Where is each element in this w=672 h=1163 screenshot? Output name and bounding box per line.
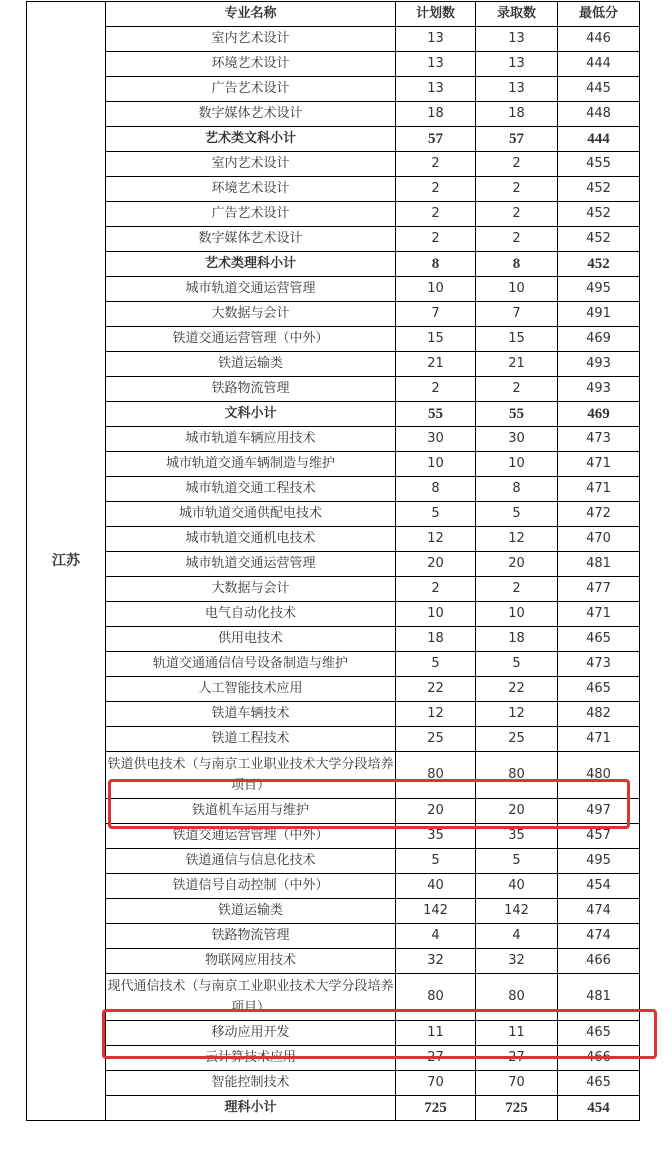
major-name: 数字媒体艺术设计 xyxy=(106,227,396,252)
admitted-count: 13 xyxy=(476,27,558,52)
admitted-count: 32 xyxy=(476,949,558,974)
header-min-score: 最低分 xyxy=(558,2,640,27)
header-plan-count: 计划数 xyxy=(396,2,476,27)
table-row xyxy=(27,102,640,127)
admitted-count: 725 xyxy=(476,1096,558,1121)
major-name: 环境艺术设计 xyxy=(106,177,396,202)
admitted-count: 13 xyxy=(476,77,558,102)
table-row xyxy=(27,352,640,377)
plan-count: 40 xyxy=(396,874,476,899)
admitted-count: 13 xyxy=(476,52,558,77)
min-score: 466 xyxy=(558,949,640,974)
plan-count: 18 xyxy=(396,102,476,127)
major-name: 现代通信技术（与南京工业职业技术大学分段培养项目） xyxy=(106,974,396,1021)
min-score: 477 xyxy=(558,577,640,602)
admitted-count: 10 xyxy=(476,277,558,302)
major-name: 城市轨道交通机电技术 xyxy=(106,527,396,552)
admitted-count: 40 xyxy=(476,874,558,899)
admitted-count: 2 xyxy=(476,202,558,227)
min-score: 448 xyxy=(558,102,640,127)
min-score: 444 xyxy=(558,127,640,152)
plan-count: 22 xyxy=(396,677,476,702)
subtotal-row xyxy=(27,127,640,152)
admitted-count: 142 xyxy=(476,899,558,924)
major-name: 铁道供电技术（与南京工业职业技术大学分段培养项目） xyxy=(106,752,396,799)
admitted-count: 12 xyxy=(476,527,558,552)
min-score: 471 xyxy=(558,727,640,752)
table-row xyxy=(27,452,640,477)
plan-count: 2 xyxy=(396,177,476,202)
min-score: 446 xyxy=(558,27,640,52)
major-name: 铁道信号自动控制（中外） xyxy=(106,874,396,899)
plan-count: 32 xyxy=(396,949,476,974)
plan-count: 12 xyxy=(396,527,476,552)
plan-count: 13 xyxy=(396,27,476,52)
plan-count: 7 xyxy=(396,302,476,327)
admitted-count: 2 xyxy=(476,377,558,402)
province-cell: 江苏 xyxy=(27,2,106,1121)
table-row xyxy=(27,627,640,652)
table-row xyxy=(27,177,640,202)
header-major-name: 专业名称 xyxy=(106,2,396,27)
admitted-count: 20 xyxy=(476,552,558,577)
plan-count: 2 xyxy=(396,227,476,252)
admitted-count: 7 xyxy=(476,302,558,327)
min-score: 474 xyxy=(558,899,640,924)
min-score: 457 xyxy=(558,824,640,849)
table-row xyxy=(27,227,640,252)
major-name: 供用电技术 xyxy=(106,627,396,652)
major-name: 铁道机车运用与维护 xyxy=(106,799,396,824)
major-name: 铁道车辆技术 xyxy=(106,702,396,727)
plan-count: 11 xyxy=(396,1021,476,1046)
admitted-count: 21 xyxy=(476,352,558,377)
plan-count: 15 xyxy=(396,327,476,352)
min-score: 493 xyxy=(558,352,640,377)
table-row xyxy=(27,899,640,924)
admitted-count: 80 xyxy=(476,974,558,1021)
major-name: 数字媒体艺术设计 xyxy=(106,102,396,127)
admitted-count: 2 xyxy=(476,152,558,177)
admitted-count: 20 xyxy=(476,799,558,824)
plan-count: 2 xyxy=(396,377,476,402)
admission-table-container xyxy=(26,1,640,1121)
min-score: 444 xyxy=(558,52,640,77)
table-row xyxy=(27,727,640,752)
plan-count: 18 xyxy=(396,627,476,652)
plan-count: 8 xyxy=(396,252,476,277)
plan-count: 142 xyxy=(396,899,476,924)
plan-count: 30 xyxy=(396,427,476,452)
major-name: 铁道交通运营管理（中外） xyxy=(106,327,396,352)
min-score: 452 xyxy=(558,252,640,277)
table-row xyxy=(27,924,640,949)
min-score: 471 xyxy=(558,477,640,502)
plan-count: 8 xyxy=(396,477,476,502)
major-name: 室内艺术设计 xyxy=(106,152,396,177)
plan-count: 2 xyxy=(396,202,476,227)
major-name: 云计算技术应用 xyxy=(106,1046,396,1071)
min-score: 465 xyxy=(558,1021,640,1046)
plan-count: 25 xyxy=(396,727,476,752)
header-admitted-count: 录取数 xyxy=(476,2,558,27)
plan-count: 10 xyxy=(396,452,476,477)
plan-count: 2 xyxy=(396,577,476,602)
admitted-count: 5 xyxy=(476,652,558,677)
min-score: 465 xyxy=(558,627,640,652)
major-name: 广告艺术设计 xyxy=(106,202,396,227)
admitted-count: 25 xyxy=(476,727,558,752)
table-row xyxy=(27,327,640,352)
min-score: 497 xyxy=(558,799,640,824)
min-score: 469 xyxy=(558,327,640,352)
min-score: 465 xyxy=(558,1071,640,1096)
major-name: 铁道通信与信息化技术 xyxy=(106,849,396,874)
table-row xyxy=(27,552,640,577)
min-score: 454 xyxy=(558,874,640,899)
table-row xyxy=(27,702,640,727)
table-row xyxy=(27,677,640,702)
min-score: 470 xyxy=(558,527,640,552)
min-score: 493 xyxy=(558,377,640,402)
plan-count: 5 xyxy=(396,502,476,527)
table-row xyxy=(27,577,640,602)
min-score: 474 xyxy=(558,924,640,949)
admitted-count: 18 xyxy=(476,627,558,652)
admitted-count: 5 xyxy=(476,502,558,527)
plan-count: 57 xyxy=(396,127,476,152)
admitted-count: 10 xyxy=(476,452,558,477)
major-name: 城市轨道交通车辆制造与维护 xyxy=(106,452,396,477)
plan-count: 12 xyxy=(396,702,476,727)
plan-count: 13 xyxy=(396,52,476,77)
admitted-count: 30 xyxy=(476,427,558,452)
major-name: 电气自动化技术 xyxy=(106,602,396,627)
table-row xyxy=(27,849,640,874)
table-row xyxy=(27,152,640,177)
admitted-count: 5 xyxy=(476,849,558,874)
major-name: 城市轨道交通工程技术 xyxy=(106,477,396,502)
admitted-count: 8 xyxy=(476,252,558,277)
table-row xyxy=(27,27,640,52)
major-name: 城市轨道交通运营管理 xyxy=(106,552,396,577)
plan-count: 80 xyxy=(396,974,476,1021)
table-row xyxy=(27,1071,640,1096)
major-name: 人工智能技术应用 xyxy=(106,677,396,702)
major-name: 室内艺术设计 xyxy=(106,27,396,52)
admitted-count: 80 xyxy=(476,752,558,799)
plan-count: 2 xyxy=(396,152,476,177)
table-row xyxy=(27,799,640,824)
admitted-count: 11 xyxy=(476,1021,558,1046)
table-header-row xyxy=(27,2,640,27)
table-row xyxy=(27,1021,640,1046)
plan-count: 80 xyxy=(396,752,476,799)
min-score: 465 xyxy=(558,677,640,702)
major-name: 城市轨道车辆应用技术 xyxy=(106,427,396,452)
min-score: 469 xyxy=(558,402,640,427)
subtotal-label: 文科小计 xyxy=(106,402,396,427)
major-name: 铁道交通运营管理（中外） xyxy=(106,824,396,849)
table-row xyxy=(27,527,640,552)
table-row xyxy=(27,1046,640,1071)
subtotal-row xyxy=(27,402,640,427)
admitted-count: 57 xyxy=(476,127,558,152)
min-score: 452 xyxy=(558,177,640,202)
table-row xyxy=(27,652,640,677)
table-row-highlighted xyxy=(27,752,640,799)
subtotal-row xyxy=(27,252,640,277)
subtotal-label: 艺术类文科小计 xyxy=(106,127,396,152)
min-score: 455 xyxy=(558,152,640,177)
plan-count: 4 xyxy=(396,924,476,949)
plan-count: 21 xyxy=(396,352,476,377)
admitted-count: 8 xyxy=(476,477,558,502)
min-score: 495 xyxy=(558,849,640,874)
plan-count: 5 xyxy=(396,652,476,677)
min-score: 471 xyxy=(558,602,640,627)
major-name: 大数据与会计 xyxy=(106,302,396,327)
major-name: 铁路物流管理 xyxy=(106,924,396,949)
major-name: 城市轨道交通供配电技术 xyxy=(106,502,396,527)
table-row xyxy=(27,277,640,302)
min-score: 452 xyxy=(558,202,640,227)
table-row xyxy=(27,302,640,327)
table-row xyxy=(27,949,640,974)
min-score: 473 xyxy=(558,652,640,677)
subtotal-row xyxy=(27,1096,640,1121)
admitted-count: 4 xyxy=(476,924,558,949)
table-row xyxy=(27,477,640,502)
plan-count: 10 xyxy=(396,277,476,302)
table-row-highlighted xyxy=(27,974,640,1021)
admitted-count: 27 xyxy=(476,1046,558,1071)
major-name: 移动应用开发 xyxy=(106,1021,396,1046)
table-row xyxy=(27,874,640,899)
min-score: 482 xyxy=(558,702,640,727)
plan-count: 13 xyxy=(396,77,476,102)
min-score: 454 xyxy=(558,1096,640,1121)
admitted-count: 35 xyxy=(476,824,558,849)
admitted-count: 2 xyxy=(476,227,558,252)
min-score: 472 xyxy=(558,502,640,527)
min-score: 473 xyxy=(558,427,640,452)
subtotal-label: 艺术类理科小计 xyxy=(106,252,396,277)
plan-count: 55 xyxy=(396,402,476,427)
table-row xyxy=(27,52,640,77)
min-score: 466 xyxy=(558,1046,640,1071)
major-name: 铁道运输类 xyxy=(106,899,396,924)
plan-count: 27 xyxy=(396,1046,476,1071)
table-row xyxy=(27,77,640,102)
plan-count: 20 xyxy=(396,552,476,577)
plan-count: 35 xyxy=(396,824,476,849)
min-score: 481 xyxy=(558,974,640,1021)
table-row xyxy=(27,377,640,402)
admitted-count: 22 xyxy=(476,677,558,702)
table-row xyxy=(27,502,640,527)
min-score: 480 xyxy=(558,752,640,799)
plan-count: 10 xyxy=(396,602,476,627)
min-score: 495 xyxy=(558,277,640,302)
table-row xyxy=(27,824,640,849)
table-row xyxy=(27,602,640,627)
plan-count: 5 xyxy=(396,849,476,874)
subtotal-label: 理科小计 xyxy=(106,1096,396,1121)
min-score: 445 xyxy=(558,77,640,102)
major-name: 轨道交通通信信号设备制造与维护 xyxy=(106,652,396,677)
admitted-count: 70 xyxy=(476,1071,558,1096)
major-name: 城市轨道交通运营管理 xyxy=(106,277,396,302)
major-name: 物联网应用技术 xyxy=(106,949,396,974)
table-row xyxy=(27,427,640,452)
major-name: 广告艺术设计 xyxy=(106,77,396,102)
plan-count: 725 xyxy=(396,1096,476,1121)
admitted-count: 55 xyxy=(476,402,558,427)
plan-count: 70 xyxy=(396,1071,476,1096)
admission-score-table xyxy=(26,1,640,1121)
admitted-count: 2 xyxy=(476,177,558,202)
major-name: 铁道运输类 xyxy=(106,352,396,377)
table-row xyxy=(27,202,640,227)
admitted-count: 10 xyxy=(476,602,558,627)
major-name: 智能控制技术 xyxy=(106,1071,396,1096)
major-name: 环境艺术设计 xyxy=(106,52,396,77)
admitted-count: 15 xyxy=(476,327,558,352)
min-score: 491 xyxy=(558,302,640,327)
major-name: 铁路物流管理 xyxy=(106,377,396,402)
min-score: 481 xyxy=(558,552,640,577)
major-name: 大数据与会计 xyxy=(106,577,396,602)
min-score: 471 xyxy=(558,452,640,477)
admitted-count: 18 xyxy=(476,102,558,127)
admitted-count: 12 xyxy=(476,702,558,727)
plan-count: 20 xyxy=(396,799,476,824)
admitted-count: 2 xyxy=(476,577,558,602)
min-score: 452 xyxy=(558,227,640,252)
major-name: 铁道工程技术 xyxy=(106,727,396,752)
